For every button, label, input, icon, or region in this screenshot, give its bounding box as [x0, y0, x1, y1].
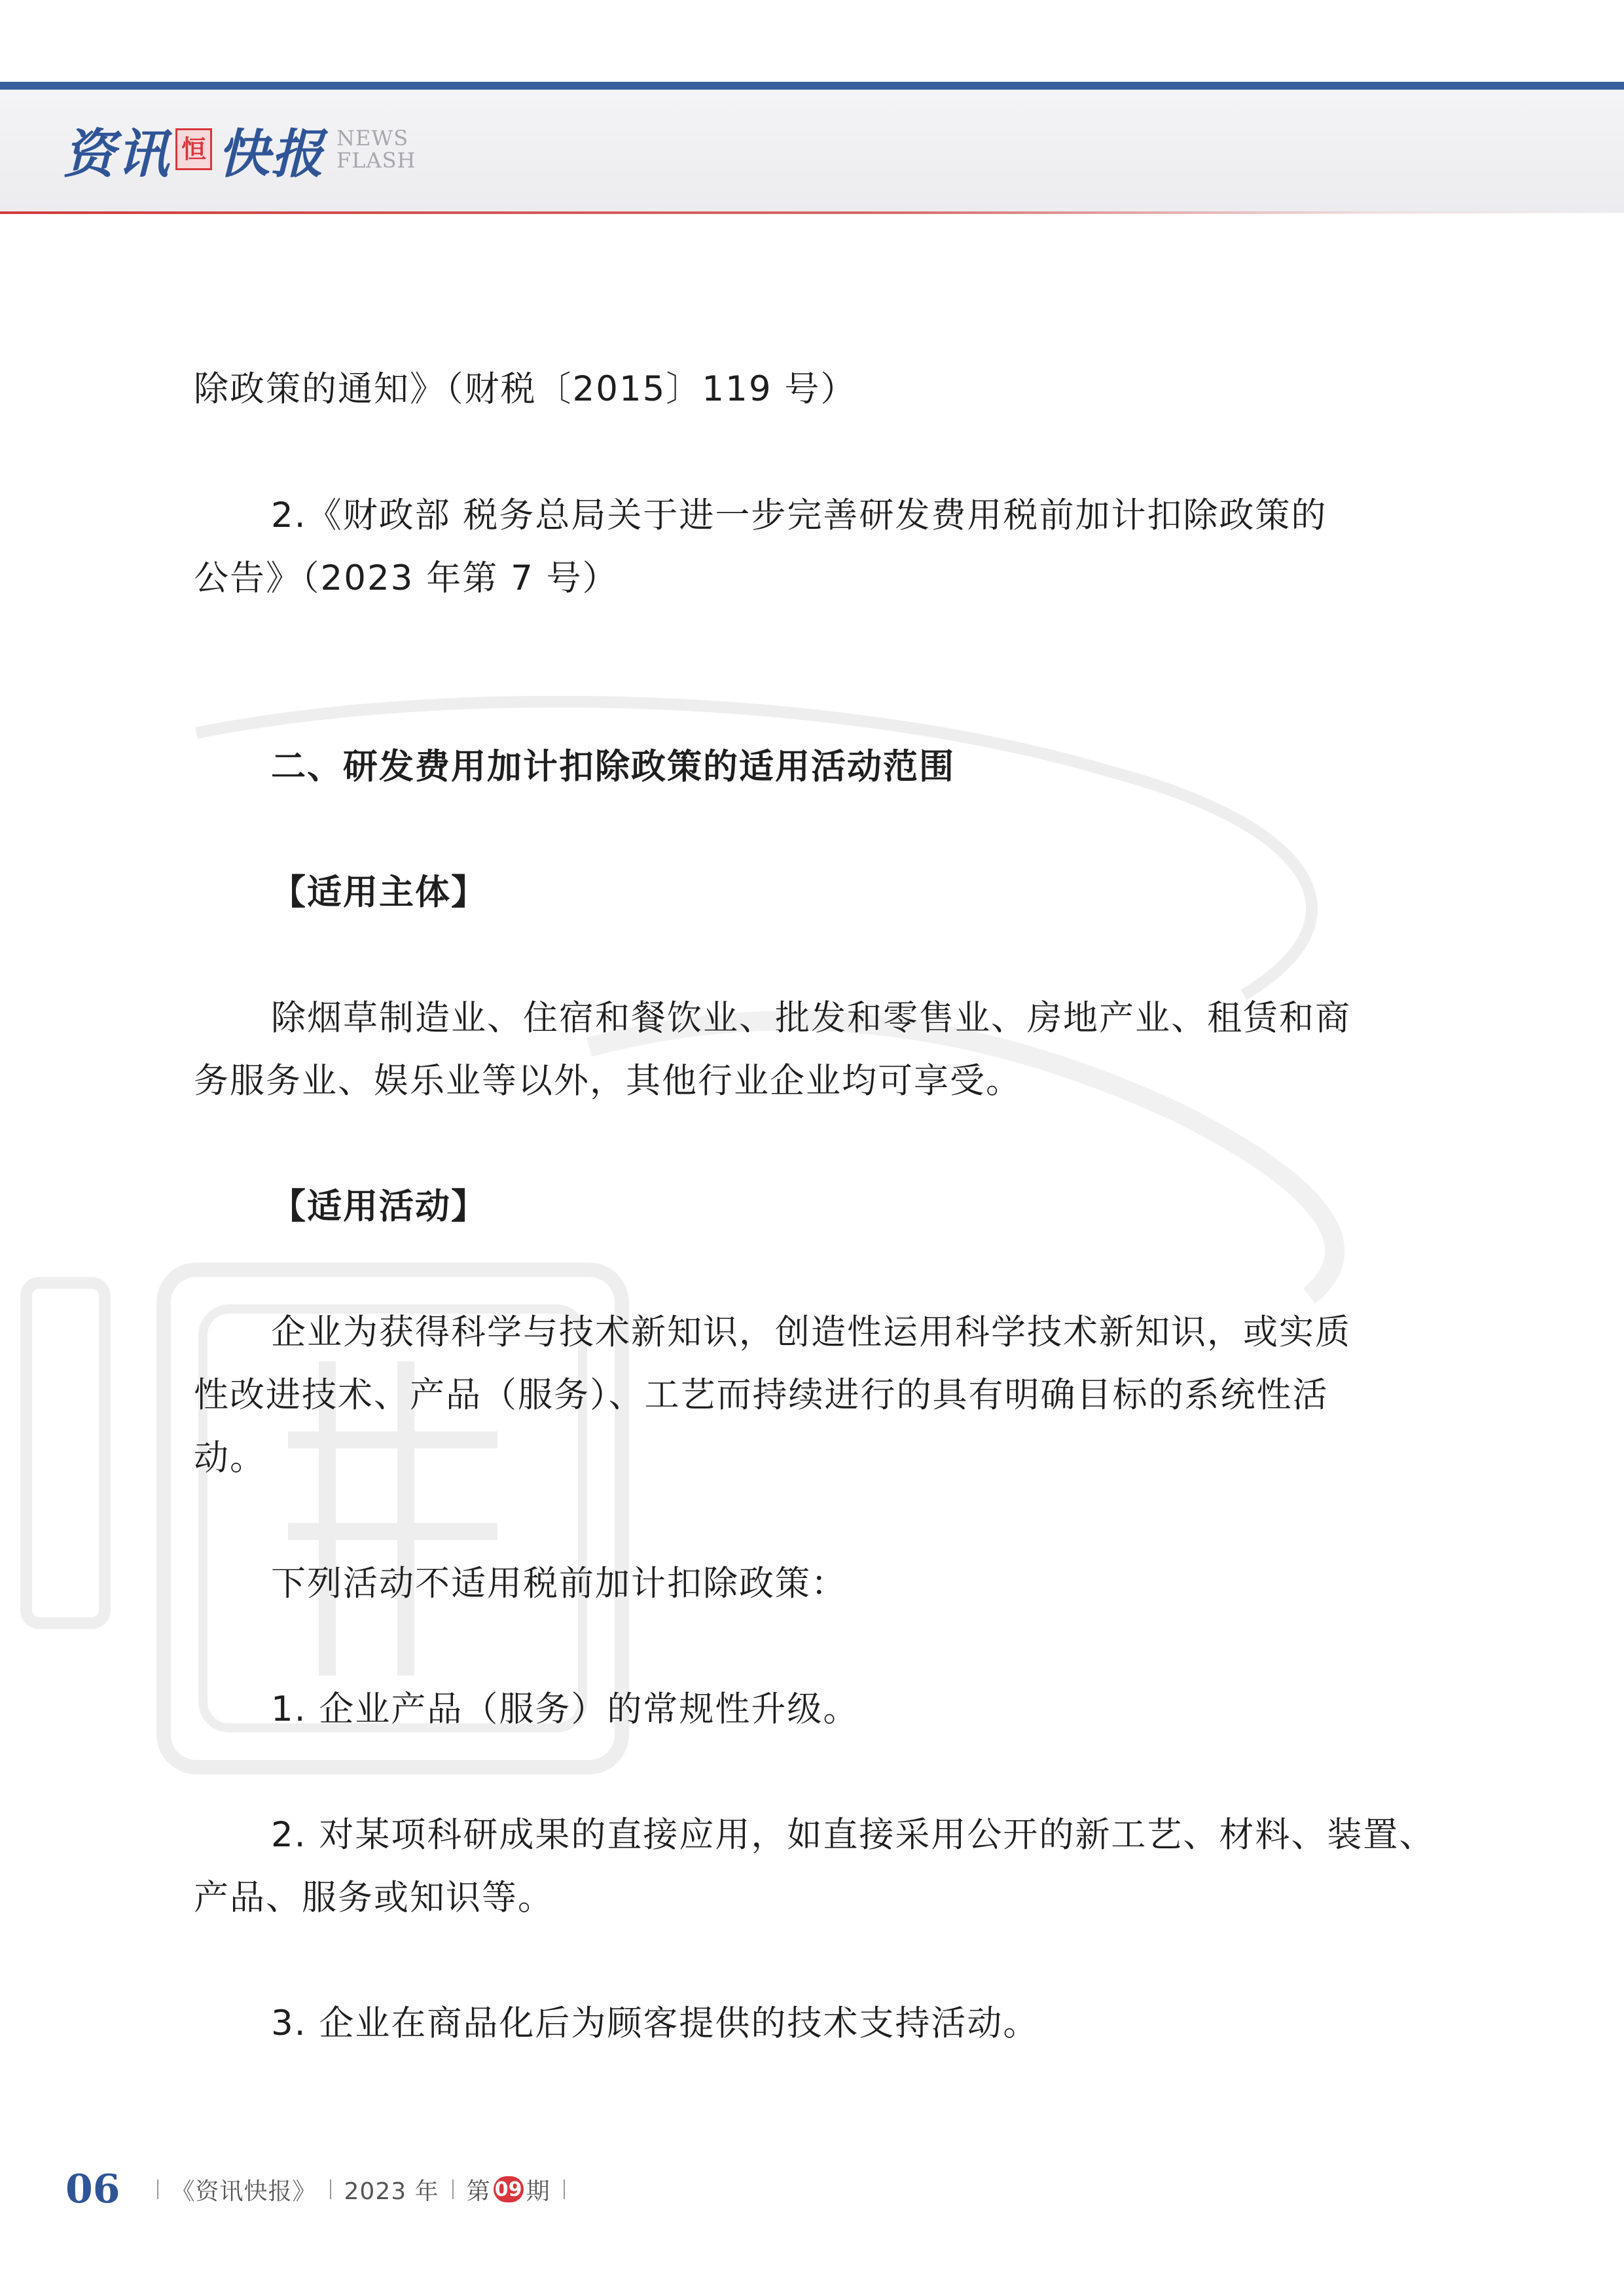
issue-number-badge: 09 [494, 2176, 524, 2202]
excluded-item-2-line-1: 2. 对某项科研成果的直接应用，如直接采用公开的新工艺、材料、装置、 [271, 1815, 1435, 1855]
page-number: 06 [65, 2166, 120, 2212]
footer-publication: 《资讯快报》 [171, 2178, 317, 2205]
excluded-item-3: 3. 企业在商品化后为顾客提供的技术支持活动。 [271, 2003, 1039, 2043]
brand-english-flash: FLASH [336, 148, 416, 173]
paragraph-continuation: 除政策的通知》（财税〔2015〕119 号） [194, 369, 857, 409]
activity-paragraph-line-1: 企业为获得科学与技术新知识，创造性运用科学技术新知识，或实质 [271, 1312, 1351, 1352]
entity-paragraph-line-2: 务服务业、娱乐业等以外，其他行业企业均可享受。 [194, 1061, 1022, 1101]
reference-2-line-1: 2.《财政部 税务总局关于进一步完善研发费用税前加计扣除政策的 [271, 495, 1327, 535]
excluded-item-1: 1. 企业产品（服务）的常规性升级。 [271, 1689, 859, 1729]
header-top-rule [0, 82, 1624, 90]
section-title: 二、研发费用加计扣除政策的适用活动范围 [271, 747, 955, 787]
subheading-applicable-activity: 【适用活动】 [271, 1187, 487, 1227]
entity-paragraph-line-1: 除烟草制造业、住宿和餐饮业、批发和零售业、房地产业、租赁和商 [271, 998, 1351, 1038]
page-footer [65, 2160, 578, 2219]
subheading-applicable-entity: 【适用主体】 [271, 872, 487, 912]
footer-separator [564, 2179, 565, 2199]
activity-paragraph-line-2: 性改进技术、产品（服务）、工艺而持续进行的具有明确目标的系统性活 [194, 1375, 1329, 1415]
footer-separator [157, 2179, 158, 2199]
footer-issue-prefix: 第 [466, 2178, 491, 2205]
brand-logo [63, 110, 416, 188]
footer-issue-suffix: 期 [526, 2178, 550, 2205]
footer-separator [452, 2179, 454, 2199]
brand-title-right: 快报 [217, 122, 325, 185]
brand-english [336, 127, 416, 171]
brand-title-left: 资讯 [63, 122, 170, 185]
brand-english-news: NEWS [336, 126, 409, 151]
footer-year: 2023 年 [344, 2178, 439, 2205]
excluded-item-2-line-2: 产品、服务或知识等。 [194, 1878, 554, 1918]
activity-paragraph-line-3: 动。 [194, 1438, 266, 1478]
footer-separator [330, 2179, 331, 2199]
header-red-line [0, 211, 1624, 214]
reference-2-line-2: 公告》（2023 年第 7 号） [194, 558, 619, 598]
brand-seal-icon: 恒 [175, 128, 212, 170]
excluded-activities-intro: 下列活动不适用税前加计扣除政策： [271, 1564, 847, 1604]
